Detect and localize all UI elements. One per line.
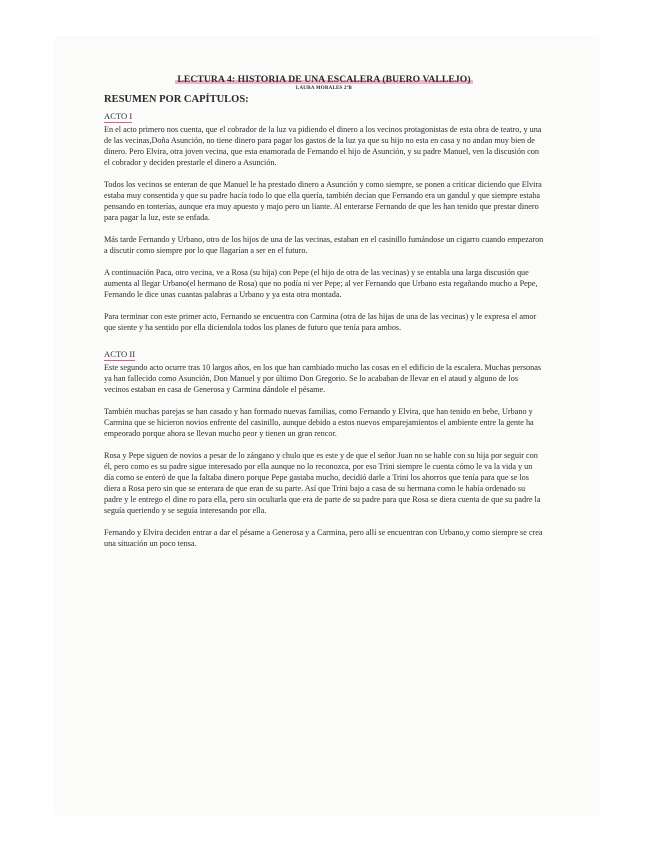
paragraph: También muchas parejas se han casado y han formado nuevas familias, como Fernando y Elvira, que han tenido en bebe, Urbano y Carmina que se hicieron novios enfrente del casinillo, aunque debido a estos nuevos emparejamientos el ambiente entre la gente ha empeorado porque ahora se llevan mucho peor y tienen un gran rencor. [104, 407, 534, 438]
act-heading: ACTO I [104, 111, 133, 121]
paragraph: Para terminar con este primer acto, Fernando se encuentra con Carmina (otra de las hijas de una de las vecinas) y le expresa el amor que siente y ha sentido por ella diciendola todos los planes de futuro que tenía para ambos. [104, 312, 537, 332]
paragraph: Todos los vecinos se enteran de que Manuel le ha prestado dinero a Asunción y como siempre, se ponen a criticar diciendo que Elvira estaba muy consentida y que su padre hacía todo lo que ella quería, también decían que Fernando era un gandul y que siempre estaba pensando en tonterías, aunque era muy apuesto y majo pero un liante. Al enterarse Fernando de que les han tenido que prestar dinero para pagar la luz, este se enfada. [104, 180, 542, 222]
summary-heading: RESUMEN POR CAPÍTULOS: [104, 94, 249, 105]
paragraph: Más tarde Fernando y Urbano, otro de los hijos de una de las vecinas, estaban en el casinillo fumándose un cigarro cuando empezaron a discutir como siempre por lo que llagarían a ser en el futuro. [104, 235, 544, 255]
paragraph: Este segundo acto ocurre tras 10 largos años, en los que han cambiado mucho las cosas en el edificio de la escalera. Muchas personas ya han fallecido como Asunción, Don Manuel y por último Don Gregorio. Se lo acababan de llevar en el ataud y alguno de los vecinos estaban en casa de Generosa y Carmina dándole el pésame. [104, 363, 542, 394]
act-section [104, 106, 544, 333]
paragraph: Fernando y Elvira deciden entrar a dar el pésame a Generosa y a Carmina, pero allí se encuentran con Urbano,y como siempre se crea una situación un poco tensa. [104, 528, 543, 548]
document-author: LAURA MORALES 2ºB [295, 86, 353, 91]
document-title: LECTURA 4: HISTORIA DE UNA ESCALERA (BUERO VALLEJO) [177, 74, 471, 85]
paragraph: A continuación Paca, otro vecina, ve a Rosa (su hija) con Pepe (el hijo de otra de las vecinas) y se entabla una larga discusión que aumenta al llegar Urbano(el hermano de Rosa) que no podía ni ver Pepe; al ver Fernando que Urbano esta regañando mucho a Pepe, Fernando le dice unas cuantas palabras a Urbano y ya esta otra montada. [104, 268, 538, 299]
paragraph: Rosa y Pepe siguen de novios a pesar de lo zángano y chulo que es este y de que el señor Juan no se hable con su hija por seguir con él, pero como es su padre sigue interesado por ella aunque no lo reconozca, por eso Trini siempre le cuenta cómo le va la vida y un día como se enteró de que la faltaba dinero porque Pepe gastaba mucho, decidió darle a Trini los ahorros que tenía para que se los diera a Rosa pero sin que se enterara de que eran de su parte. Así que Trini bajo a casa de su hermana como le había ordenado su padre y le entrego el dine ro para ella, pero sin ocultarla que era de parte de su padre para que Rosa se diera cuenta de que su padre la seguía queriendo y se seguía interesando por ella. [104, 451, 541, 515]
act-section [104, 344, 544, 549]
document-body [104, 74, 544, 560]
act-heading: ACTO II [104, 349, 136, 359]
paragraph: En el acto primero nos cuenta, que el cobrador de la luz va pidiendo el dinero a los vecinos protagonistas de esta obra de teatro, y una de las vecinas,Doña Asunción, no tiene dinero para pagar los gastos de la luz ya que su hijo no esta en casa y no andan muy bien de dinero. Pero Elvira, otra joven vecina, que esta enamorada de Fernando el hijo de Asunción, y su padre Manuel, ven la discusión con el cobrador y deciden prestarle el dinero a Asunción. [104, 125, 542, 167]
